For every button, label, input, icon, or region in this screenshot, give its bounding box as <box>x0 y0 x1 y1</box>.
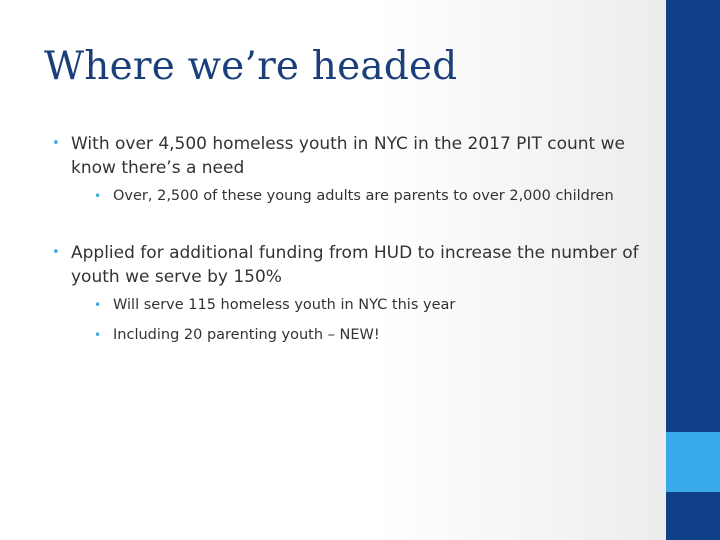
slide-title: Where we’re headed <box>44 44 458 89</box>
sub-bullet-text: Will serve 115 homeless youth in NYC this year <box>113 297 456 313</box>
sub-bullet-list <box>71 186 642 207</box>
sidebar-accent-block <box>666 432 720 492</box>
bullet-item <box>52 132 642 207</box>
sub-bullet-item <box>94 295 642 316</box>
sub-bullet-text: Over, 2,500 of these young adults are parents to over 2,000 children <box>113 188 614 204</box>
sub-bullet-text: Including 20 parenting youth – NEW! <box>113 327 380 343</box>
bullet-text: Applied for additional funding from HUD to increase the number of youth we serve by 150% <box>71 243 639 287</box>
bullet-icon: • <box>52 136 60 151</box>
bullet-list <box>52 132 642 346</box>
bullet-icon: • <box>94 189 102 203</box>
bullet-icon: • <box>52 245 60 260</box>
sub-bullet-item <box>94 186 642 207</box>
bullet-item <box>52 241 642 346</box>
bullet-text: With over 4,500 homeless youth in NYC in the 2017 PIT count we know there’s a need <box>71 134 625 178</box>
sub-bullet-item <box>94 325 642 346</box>
sub-bullet-list <box>71 295 642 346</box>
bullet-icon: • <box>94 328 102 342</box>
bullet-icon: • <box>94 298 102 312</box>
